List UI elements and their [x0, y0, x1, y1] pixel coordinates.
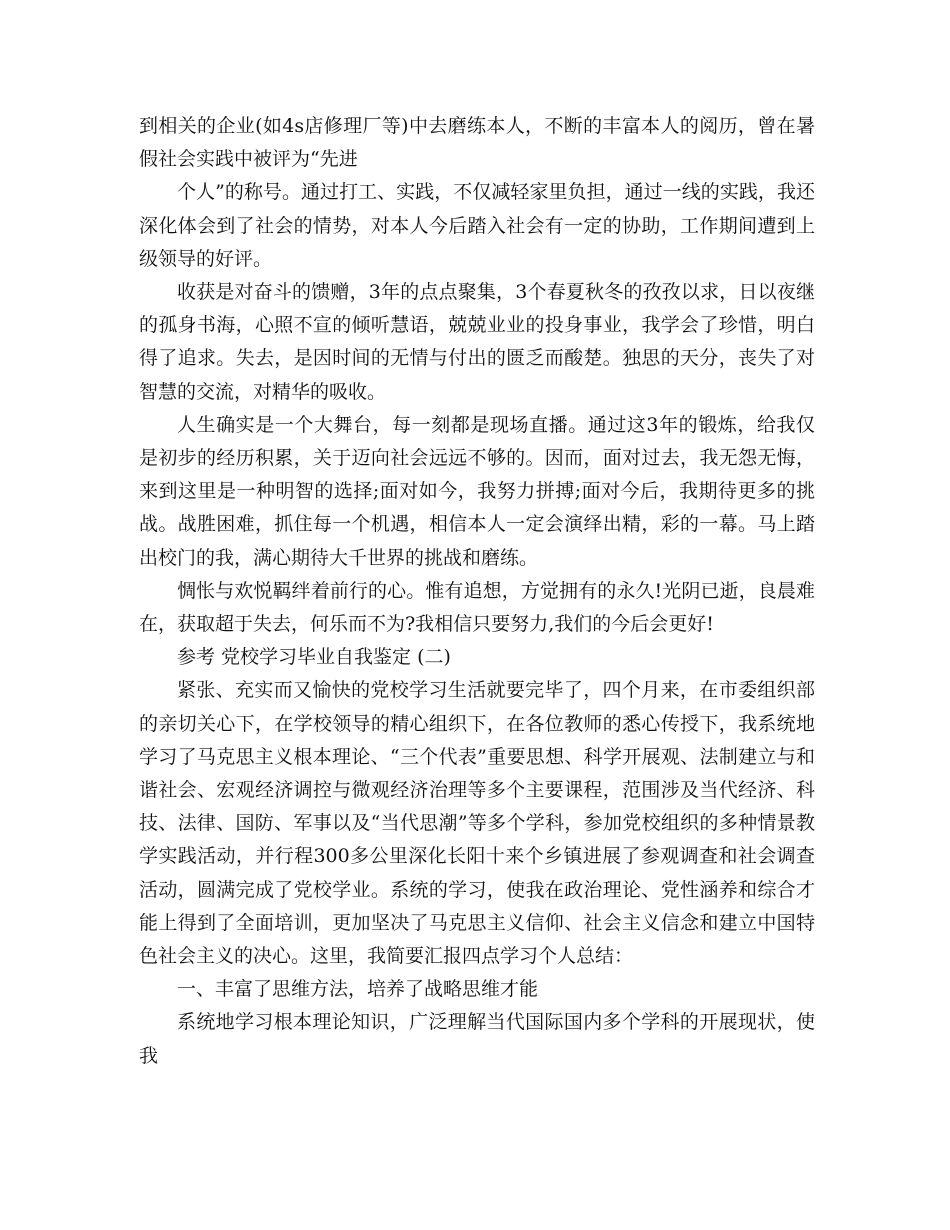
paragraph-1: 到相关的企业(如4s店修理厂等)中去磨练本人，不断的丰富本人的阅历，曾在暑假社会实践中被评为“先进: [139, 115, 815, 171]
document-body: [139, 110, 815, 1073]
paragraph-5: 惆怅与欢悦羁绊着前行的心。惟有追想，方觉拥有的永久!光阴已逝，良晨难在，获取超于失去，何乐而不为?我相信只要努力,我们的今后会更好!: [139, 579, 815, 636]
paragraph-6: 紧张、充实而又愉快的党校学习生活就要完毕了，四个月来，在市委组织部的亲切关心下，在学校领导的精心组织下，在各位教师的悉心传授下，我系统地学习了马克思主义根本理论、“三个代表”重要思想、科学开展观、法制建立与和谐社会、宏观经济调控与微观经济治理等多个主要课程，范围涉及当代经济、科技、法律、国防、军事以及“当代思潮”等多个学科，参加党校组织的多种情景教学实践活动，并行程300多公里深化长阳十来个乡镇进展了参观调查和社会调查活动，圆满完成了党校学业。系统的学习，使我在政治理论、党性涵养和综合才能上得到了全面培训，更加坚决了马克思主义信仰、社会主义信念和建立中国特色社会主义的决心。这里，我简要汇报四点学习个人总结：: [139, 679, 815, 968]
paragraph-3: 收获是对奋斗的馈赠，3年的点点聚集，3个春夏秋冬的孜孜以求，日以夜继的孤身书海，心照不宣的倾听慧语，兢兢业业的投身事业，我学会了珍惜，明白得了追求。失去，是因时间的无情与付出的匮乏而酸楚。独思的天分，丧失了对智慧的交流，对精华的吸收。: [139, 281, 815, 403]
paragraph-4: 人生确实是一个大舞台，每一刻都是现场直播。通过这3年的锻炼，给我仅是初步的经历积累，关于迈向社会远远不够的。因而，面对过去，我无怨无悔，来到这里是一种明智的选择;面对如今，我努力拼搏;面对今后，我期待更多的挑战。战胜困难，抓住每一个机遇，相信本人一定会演绎出精，彩的一幕。马上踏出校门的我，满心期待大千世界的挑战和磨练。: [139, 413, 815, 569]
subsection-heading: 一、丰富了思维方法，培养了战略思维才能: [177, 978, 539, 1001]
paragraph-7: 系统地学习根本理论知识，广泛理解当代国际国内多个学科的开展现状，使我: [139, 1011, 815, 1067]
paragraph-2: 个人”的称号。通过打工、实践，不仅减轻家里负担，通过一线的实践，我还深化体会到了社会的情势，对本人今后踏入社会有一定的协助，工作期间遭到上级领导的好评。: [139, 181, 815, 270]
section-heading: 参考 党校学习毕业自我鉴定 (二): [177, 646, 451, 669]
